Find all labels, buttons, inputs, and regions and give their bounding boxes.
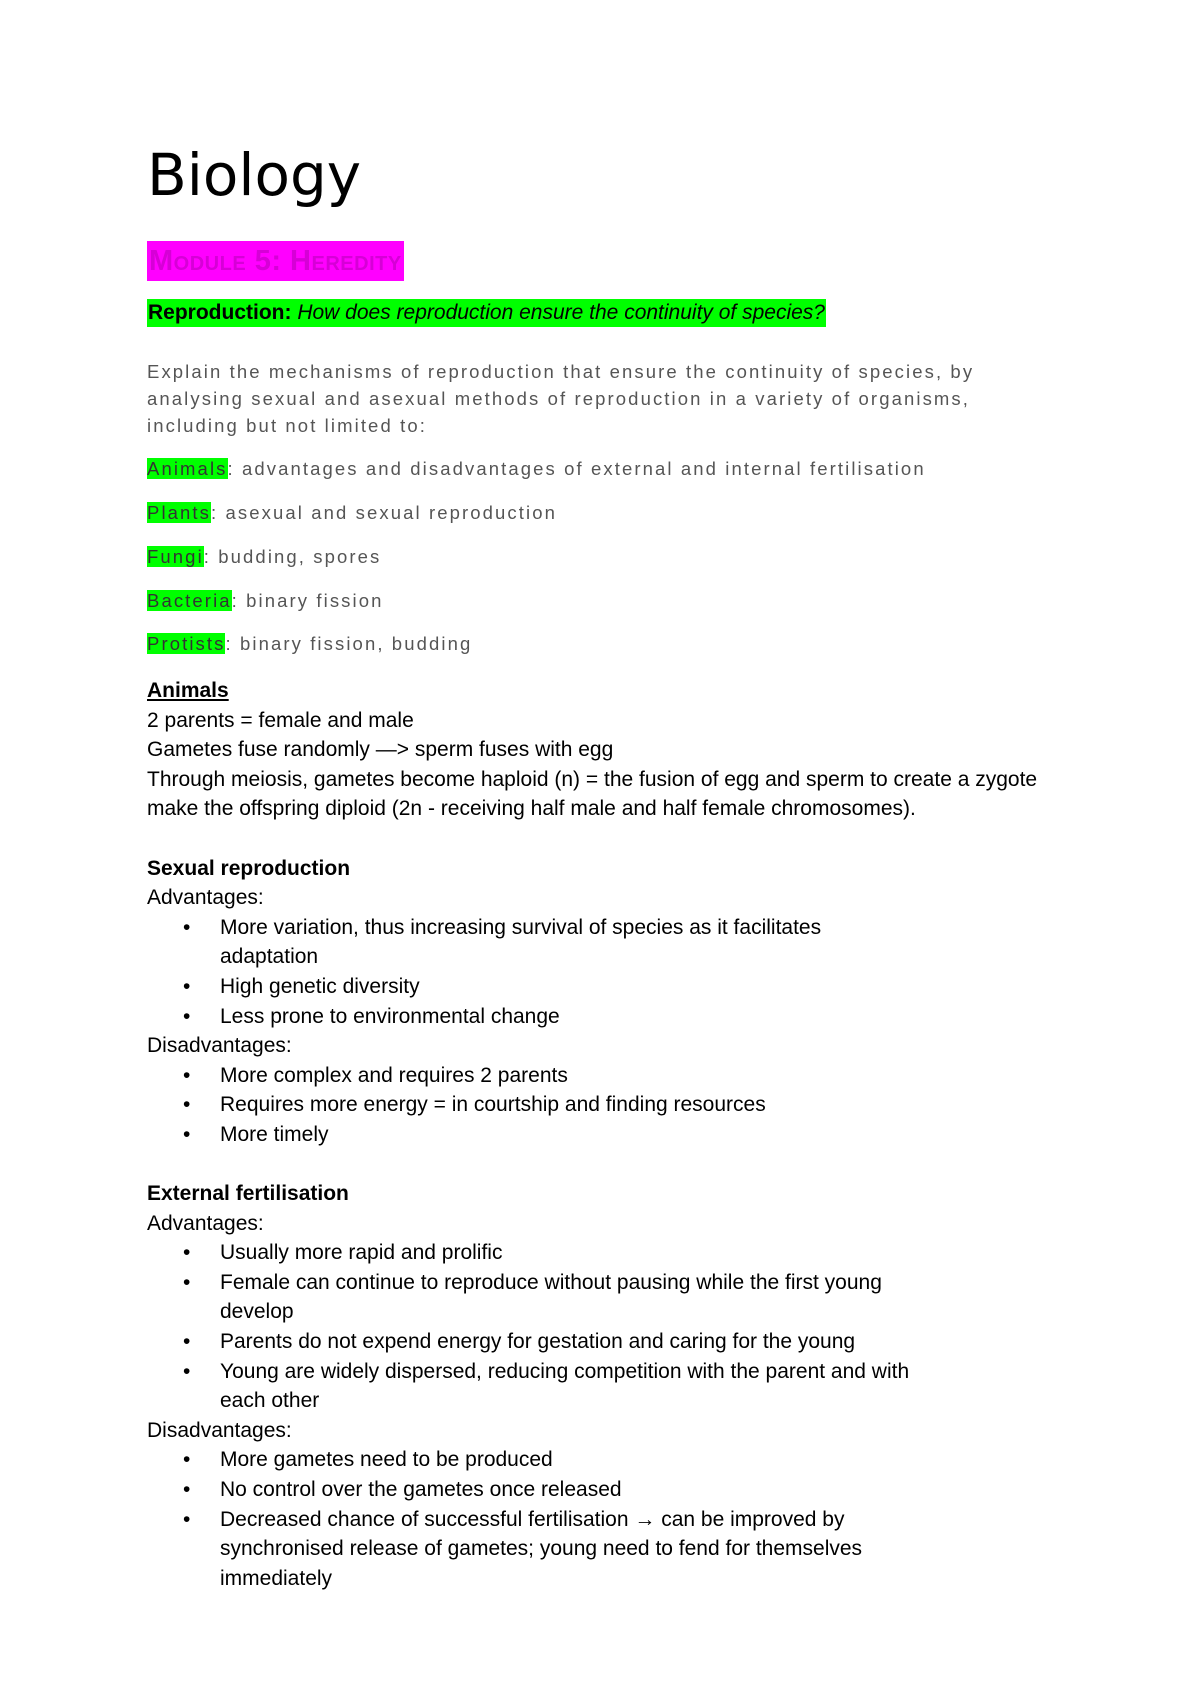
organism-name: Animals	[147, 458, 228, 479]
list-item: • High genetic diversity	[147, 972, 920, 1002]
animals-section-title: Animals	[147, 679, 229, 702]
reproduction-subheading	[147, 299, 826, 327]
module-heading: Module 5: Heredity	[147, 241, 404, 281]
organism-name: Protists	[147, 633, 226, 654]
list-item: • Young are widely dispersed, reducing competition with the parent and with each other	[147, 1357, 920, 1416]
document-title: Biology	[147, 141, 362, 209]
organism-item	[147, 631, 472, 657]
organism-name: Fungi	[147, 546, 204, 567]
list-item: • Less prone to environmental change	[147, 1002, 920, 1032]
organism-name: Bacteria	[147, 590, 232, 611]
list-item: • More variation, thus increasing survival of species as it facilitates adaptation	[147, 913, 920, 972]
organism-desc: : advantages and disadvantages of external and internal fertilisation	[227, 458, 926, 479]
animals-line: Through meiosis, gametes become haploid (n) = the fusion of egg and sperm to create a zygote make the offspring diploid (2n - receiving half male and half female chromosomes).	[147, 767, 1038, 821]
advantages-list	[147, 1238, 1067, 1416]
disadvantages-list	[147, 1445, 1067, 1593]
subheading-label: Reproduction:	[148, 301, 292, 324]
list-item: • More timely	[147, 1120, 920, 1150]
list-item: • Requires more energy = in courtship and finding resources	[147, 1090, 920, 1120]
list-item: • No control over the gametes once released	[147, 1475, 920, 1505]
organism-desc: : binary fission, budding	[225, 633, 473, 654]
organism-desc: : asexual and sexual reproduction	[211, 502, 557, 523]
organism-desc: : binary fission	[231, 590, 384, 611]
list-item: • Parents do not expend energy for gestation and caring for the young	[147, 1327, 920, 1357]
list-item: • More complex and requires 2 parents	[147, 1061, 920, 1091]
organism-item	[147, 500, 557, 526]
external-fertilisation-title: External fertilisation	[147, 1182, 349, 1206]
disadvantages-list	[147, 1061, 1067, 1150]
organism-item	[147, 544, 381, 570]
disadvantages-label: Disadvantages:	[147, 1034, 292, 1058]
syllabus-explanation: Explain the mechanisms of reproduction that ensure the continuity of species, by analysing sexual and asexual methods of reproduction in a variety of organisms, including but not limited to:	[147, 361, 975, 436]
notes-body	[147, 676, 1067, 1593]
animals-line: Gametes fuse randomly —> sperm fuses with egg	[147, 738, 614, 762]
list-item: • Female can continue to reproduce without pausing while the first young develop	[147, 1268, 920, 1327]
spacer	[147, 1150, 1067, 1180]
advantages-label: Advantages:	[147, 886, 264, 910]
organism-desc: : budding, spores	[203, 546, 382, 567]
sexual-reproduction-title: Sexual reproduction	[147, 856, 351, 880]
spacer	[147, 824, 1067, 854]
advantages-label: Advantages:	[147, 1211, 264, 1235]
disadvantages-label: Disadvantages:	[147, 1418, 292, 1442]
animals-line: 2 parents = female and male	[147, 708, 414, 732]
list-item: • Usually more rapid and prolific	[147, 1238, 920, 1268]
advantages-list	[147, 913, 1067, 1031]
list-item: • Decreased chance of successful fertilisation → can be improved by synchronised release of gametes; young need to fend for themselves immediately	[147, 1505, 920, 1594]
organism-name: Plants	[147, 502, 212, 523]
subheading-question: How does reproduction ensure the continuity of species?	[297, 301, 825, 324]
organism-item	[147, 588, 384, 614]
list-item: • More gametes need to be produced	[147, 1445, 920, 1475]
organism-item	[147, 456, 926, 482]
